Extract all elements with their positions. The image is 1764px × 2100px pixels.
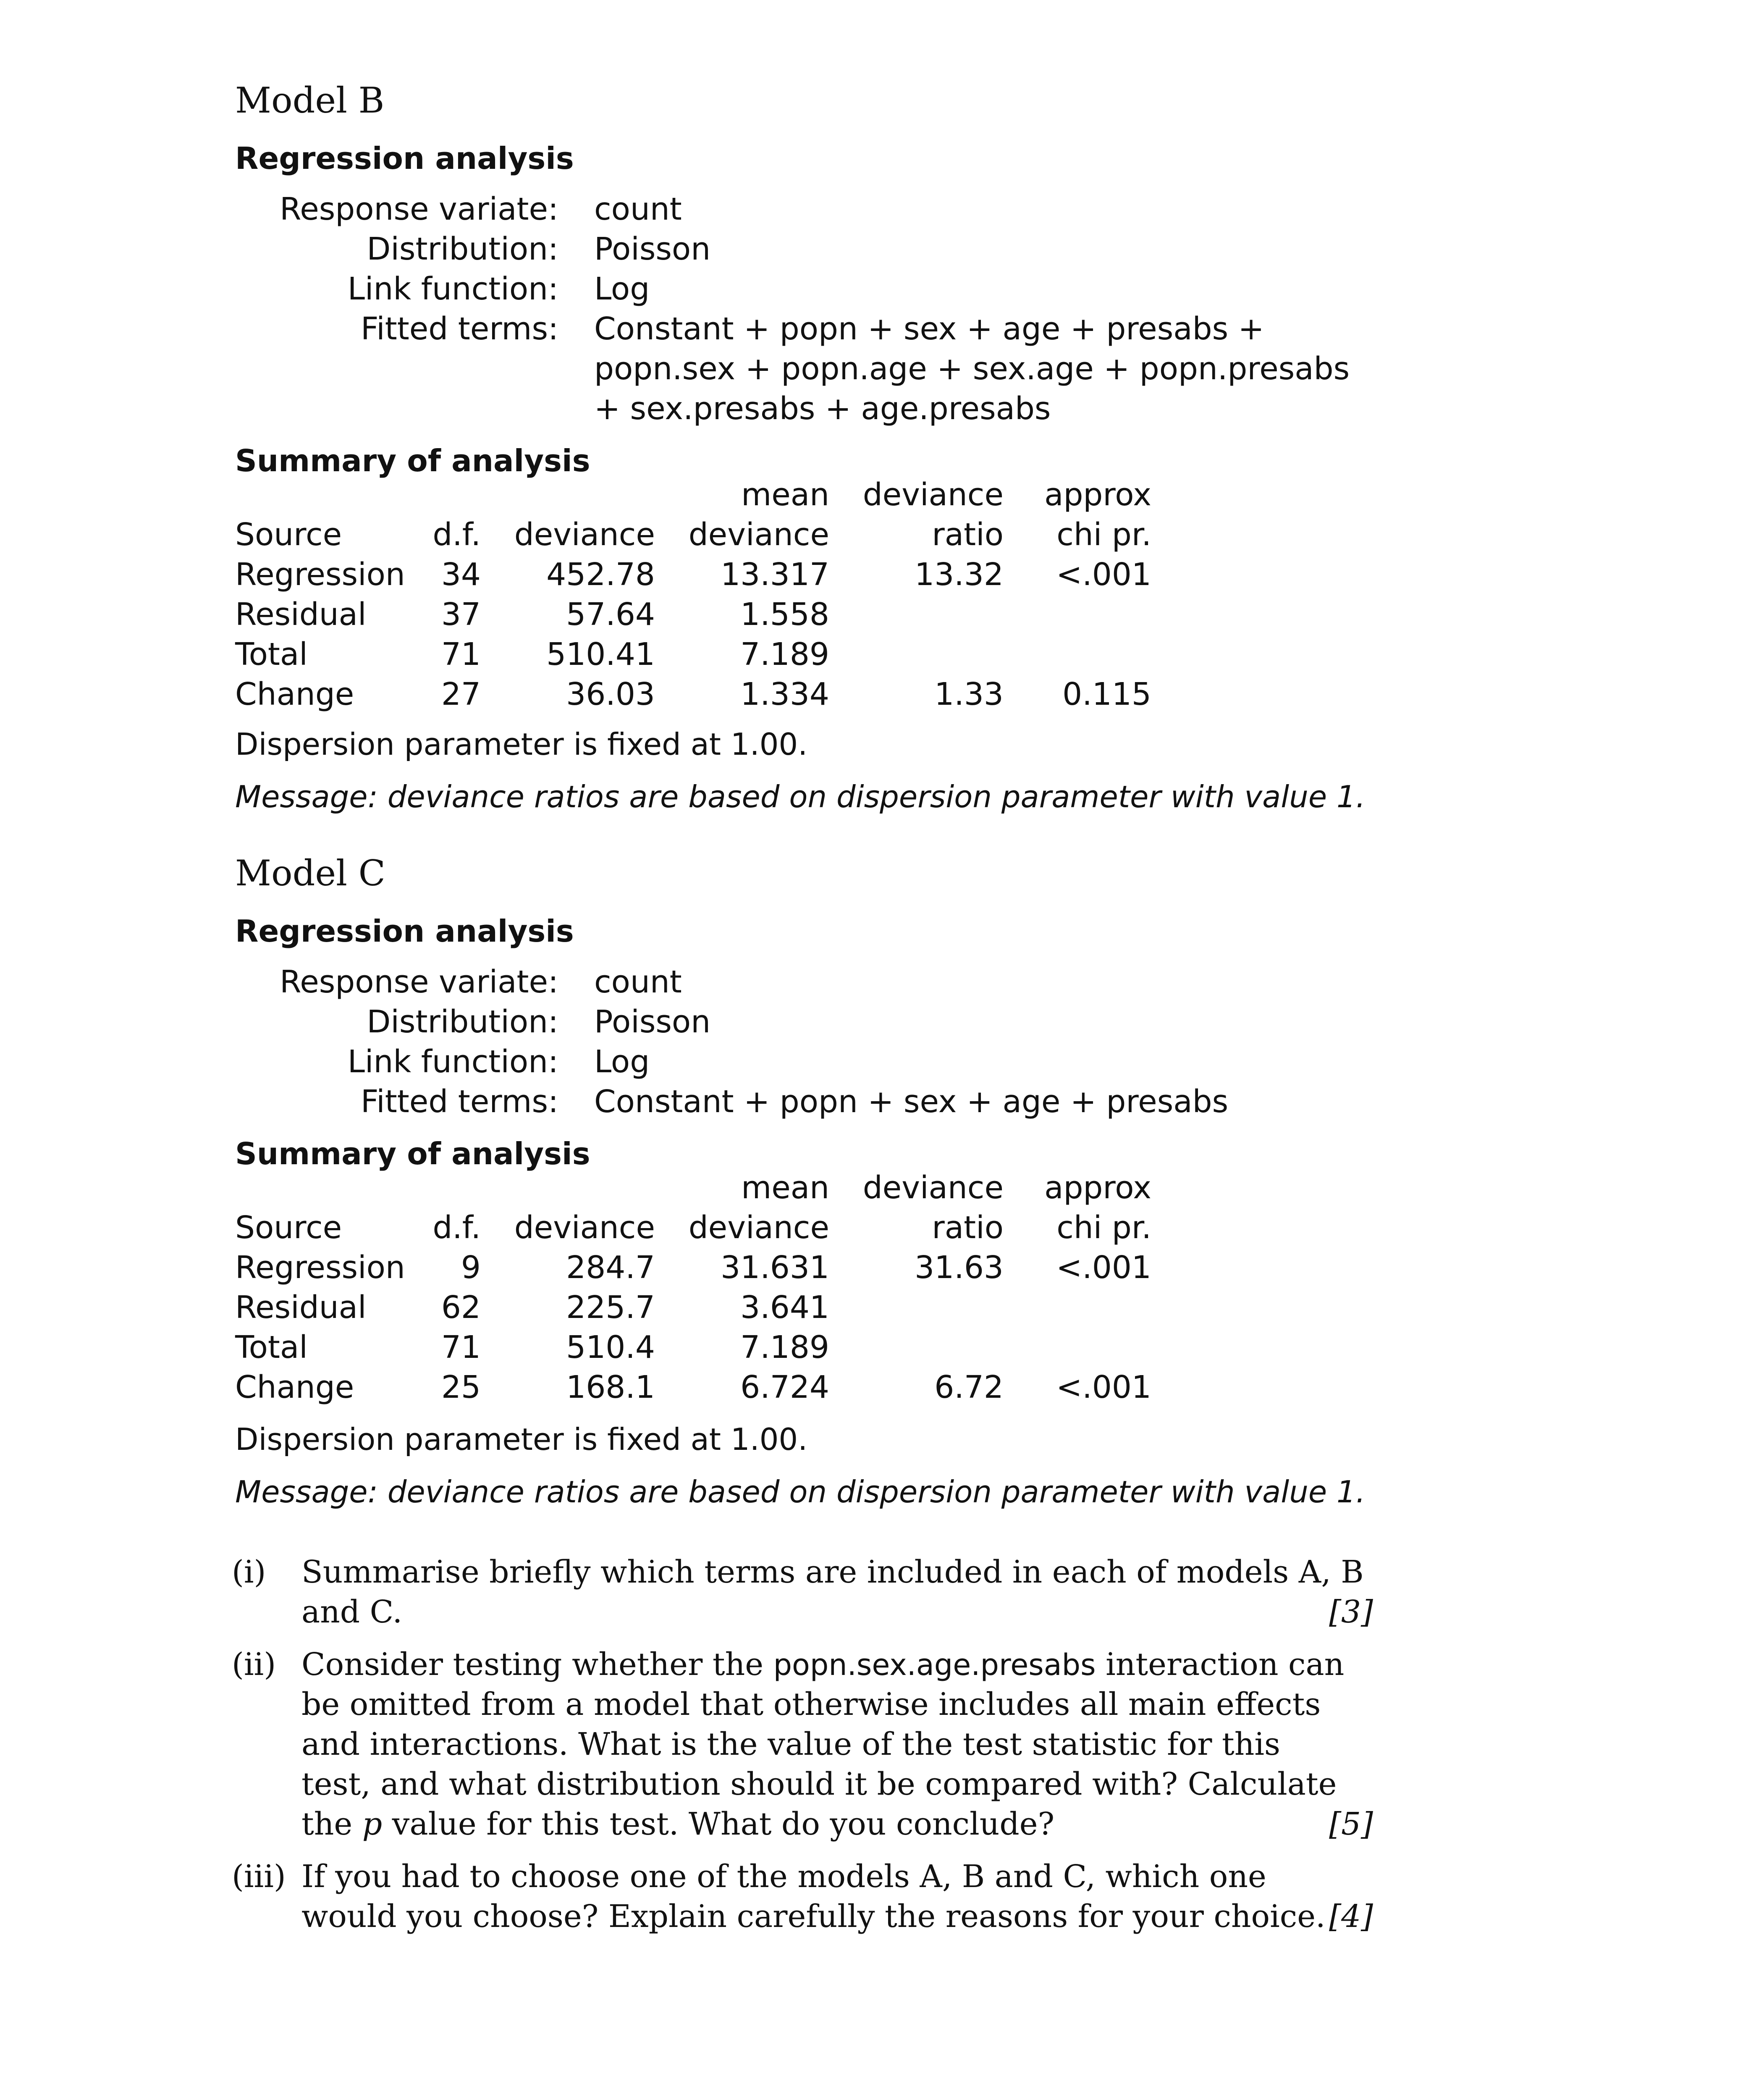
table-cell: 1.33 [934,676,1004,712]
p-symbol: p [362,1806,383,1842]
question-marks: [3] [1329,1594,1373,1630]
table-cell: Regression [235,1250,405,1286]
table-cell: 0.115 [1062,676,1151,712]
table-cell: 510.41 [546,636,655,672]
table-cell: 13.317 [721,556,829,593]
spec-label: Link function: [347,1044,558,1080]
table-cell: 3.641 [740,1289,829,1326]
table-header: ratio [932,1210,1004,1246]
spec-label: Response variate: [280,191,558,227]
table-cell: <.001 [1056,556,1151,593]
table-cell: Total [235,1329,308,1365]
question-text: Summarise briefly which terms are included in each of models A, B [301,1554,1364,1590]
table-cell: Regression [235,556,405,593]
table-cell: 31.631 [721,1250,829,1286]
spec-value: count [594,191,682,227]
table-cell: 284.7 [566,1250,655,1286]
table-cell: 7.189 [740,1329,829,1365]
table-header: chi pr. [1056,1210,1151,1246]
table-cell: 27 [441,676,481,712]
spec-label: Distribution: [367,231,558,267]
question-text-part: value for this test. What do you conclude? [392,1806,1055,1842]
spec-value: count [594,964,682,1000]
table-cell: 6.72 [934,1369,1004,1405]
model-b-dispersion-note: Dispersion parameter is fixed at 1.00. [235,727,808,762]
table-header: approx [1044,1170,1151,1206]
question-number: (ii) [232,1646,276,1683]
interaction-term: popn.sex.age.presabs [773,1648,1096,1682]
table-cell: Total [235,636,308,672]
spec-value: Poisson [594,1004,711,1040]
table-cell: <.001 [1056,1369,1151,1405]
table-header: deviance [688,517,829,553]
spec-value: Log [594,1044,650,1080]
spec-value-continued: popn.sex + popn.age + sex.age + popn.presabs [594,351,1350,387]
spec-label: Link function: [347,271,558,307]
table-cell: 37 [441,596,481,633]
table-cell: 7.189 [740,636,829,672]
spec-label: Response variate: [280,964,558,1000]
table-header: deviance [862,477,1004,513]
question-text: test, and what distribution should it be compared with? Calculate [301,1766,1337,1802]
table-cell: 25 [441,1369,481,1405]
table-cell: Change [235,1369,354,1405]
model-b-summary-heading: Summary of analysis [235,443,590,478]
question-marks: [4] [1329,1898,1373,1935]
table-cell: 34 [441,556,481,593]
table-header: Source [235,1210,342,1246]
table-cell: 9 [461,1250,481,1286]
model-c-summary-heading: Summary of analysis [235,1136,590,1171]
table-cell: 62 [441,1289,481,1326]
model-c-message: Message: deviance ratios are based on dispersion parameter with value 1. [235,1474,1366,1509]
question-text: and interactions. What is the value of the test statistic for this [301,1726,1281,1762]
table-header: ratio [932,517,1004,553]
table-cell: 36.03 [566,676,655,712]
question-text-part: interaction can [1106,1646,1345,1683]
table-header: deviance [514,517,655,553]
table-cell: 1.334 [740,676,829,712]
table-header: d.f. [432,517,481,553]
spec-label: Fitted terms: [360,1084,558,1120]
table-cell: 168.1 [566,1369,655,1405]
table-cell: 1.558 [740,596,829,633]
question-number: (i) [232,1554,266,1590]
spec-value: Poisson [594,231,711,267]
table-cell: Residual [235,1289,367,1326]
model-b-message: Message: deviance ratios are based on dispersion parameter with value 1. [235,779,1366,814]
table-header: mean [741,1170,829,1206]
table-header: Source [235,517,342,553]
spec-value: Constant + popn + sex + age + presabs + [594,311,1264,347]
table-header: deviance [688,1210,829,1246]
question-text: would you choose? Explain carefully the reasons for your choice. [301,1898,1326,1935]
model-c-title: Model C [235,853,385,894]
question-text [301,1646,1344,1683]
table-header: d.f. [432,1210,481,1246]
table-cell: 225.7 [566,1289,655,1326]
question-marks: [5] [1329,1806,1373,1842]
table-header: mean [741,477,829,513]
table-header: approx [1044,477,1151,513]
table-cell: <.001 [1056,1250,1151,1286]
question-text [301,1806,1054,1842]
table-cell: 57.64 [566,596,655,633]
question-text-part: Consider testing whether the [301,1646,764,1683]
spec-value: Constant + popn + sex + age + presabs [594,1084,1229,1120]
spec-value: Log [594,271,650,307]
table-header: chi pr. [1056,517,1151,553]
table-cell: 510.4 [566,1329,655,1365]
table-header: deviance [514,1210,655,1246]
spec-value-continued: + sex.presabs + age.presabs [594,391,1051,427]
table-cell: 71 [441,636,481,672]
question-text: If you had to choose one of the models A, B and C, which one [301,1858,1266,1895]
table-cell: 6.724 [740,1369,829,1405]
table-cell: 13.32 [915,556,1004,593]
model-b-title: Model B [235,80,385,121]
question-text-part: the [301,1806,353,1842]
question-text: be omitted from a model that otherwise includes all main effects [301,1686,1321,1722]
table-header: deviance [862,1170,1004,1206]
table-cell: 71 [441,1329,481,1365]
table-cell: Residual [235,596,367,633]
question-text: and C. [301,1594,403,1630]
table-cell: 31.63 [915,1250,1004,1286]
model-c-dispersion-note: Dispersion parameter is fixed at 1.00. [235,1422,808,1457]
table-cell: Change [235,676,354,712]
table-cell: 452.78 [546,556,655,593]
spec-label: Distribution: [367,1004,558,1040]
model-c-regression-heading: Regression analysis [235,914,574,949]
model-b-regression-heading: Regression analysis [235,141,574,176]
spec-label: Fitted terms: [360,311,558,347]
question-number: (iii) [232,1858,286,1895]
